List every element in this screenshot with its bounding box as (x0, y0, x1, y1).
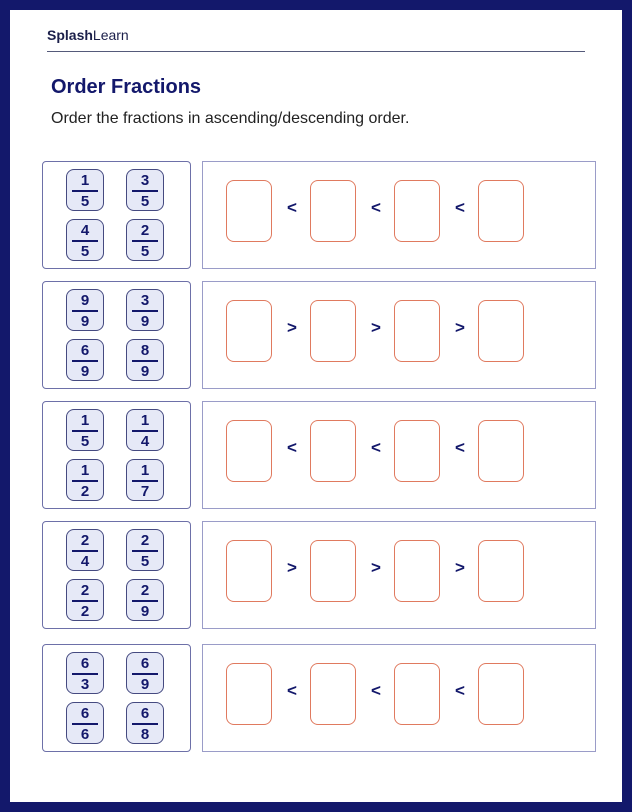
numerator: 6 (80, 655, 90, 672)
fraction-bar (72, 360, 98, 362)
comparison-symbol: > (371, 318, 381, 337)
fraction-tile (66, 579, 104, 621)
answer-box[interactable] (310, 663, 356, 725)
numerator: 6 (80, 342, 90, 359)
numerator: 1 (80, 172, 90, 189)
answer-box[interactable] (478, 420, 524, 482)
denominator: 5 (80, 193, 90, 210)
comparison-symbol: > (455, 318, 465, 337)
comparison-symbol: < (455, 681, 465, 700)
fraction-bar (72, 430, 98, 432)
comparison-symbol: > (371, 558, 381, 577)
numerator: 9 (80, 292, 90, 309)
fraction-bar (72, 673, 98, 675)
logo-bold-text: Splash (47, 27, 93, 43)
answer-box[interactable] (226, 180, 272, 242)
numerator: 2 (140, 582, 150, 599)
comparison-symbol: < (287, 198, 297, 217)
denominator: 9 (140, 363, 150, 380)
comparison-symbol: > (455, 558, 465, 577)
worksheet-page (10, 10, 622, 802)
exercise-row (42, 161, 596, 269)
answer-box[interactable] (310, 180, 356, 242)
denominator: 9 (80, 313, 90, 330)
fraction-bar (132, 550, 158, 552)
fraction-bar (132, 723, 158, 725)
denominator: 2 (80, 483, 90, 500)
numerator: 3 (140, 292, 150, 309)
comparison-symbol: > (287, 318, 297, 337)
fraction-tile (126, 169, 164, 211)
denominator: 3 (80, 676, 90, 693)
comparison-symbol: < (371, 681, 381, 700)
fraction-set (42, 401, 191, 509)
fraction-bar (132, 240, 158, 242)
fraction-bar (132, 360, 158, 362)
fraction-tile (126, 459, 164, 501)
fraction-bar (72, 240, 98, 242)
fraction-bar (132, 190, 158, 192)
exercise-row (42, 281, 596, 389)
logo-light-text: Learn (92, 27, 129, 43)
fraction-tile (66, 409, 104, 451)
splashlearn-logo (47, 27, 129, 43)
fraction-tile (66, 289, 104, 331)
denominator: 5 (140, 553, 150, 570)
fraction-bar (72, 550, 98, 552)
answer-box[interactable] (394, 420, 440, 482)
answer-box[interactable] (394, 180, 440, 242)
comparison-symbol: < (371, 438, 381, 457)
answer-area (202, 281, 596, 389)
fraction-tile (126, 409, 164, 451)
exercise-row (42, 401, 596, 509)
numerator: 1 (140, 412, 150, 429)
answer-box[interactable] (394, 300, 440, 362)
answer-area (202, 521, 596, 629)
page-title: Order Fractions (51, 76, 202, 98)
denominator: 5 (80, 433, 90, 450)
fraction-bar (132, 600, 158, 602)
fraction-bar (132, 310, 158, 312)
answer-box[interactable] (394, 663, 440, 725)
instructions: Order the fractions in ascending/descending order. (51, 110, 410, 127)
comparison-symbol: < (287, 438, 297, 457)
fraction-set (42, 161, 191, 269)
fraction-bar (132, 480, 158, 482)
fraction-tile (126, 579, 164, 621)
fraction-bar (72, 600, 98, 602)
fraction-tile (126, 652, 164, 694)
fraction-tile (126, 289, 164, 331)
answer-area (202, 644, 596, 752)
fraction-tile (66, 652, 104, 694)
numerator: 2 (140, 222, 150, 239)
comparison-symbol: < (455, 438, 465, 457)
denominator: 5 (140, 243, 150, 260)
exercise-row (42, 521, 596, 629)
denominator: 8 (140, 726, 150, 743)
answer-box[interactable] (226, 663, 272, 725)
answer-box[interactable] (394, 540, 440, 602)
fraction-tile (66, 529, 104, 571)
denominator: 9 (140, 676, 150, 693)
numerator: 2 (140, 532, 150, 549)
fraction-tile (66, 339, 104, 381)
fraction-tile (66, 219, 104, 261)
answer-area (202, 401, 596, 509)
comparison-symbol: > (287, 558, 297, 577)
numerator: 1 (80, 462, 90, 479)
fraction-bar (72, 190, 98, 192)
comparison-symbol: < (371, 198, 381, 217)
fraction-tile (126, 529, 164, 571)
numerator: 8 (140, 342, 150, 359)
denominator: 4 (80, 553, 90, 570)
header-divider (47, 51, 585, 52)
comparison-symbol: < (287, 681, 297, 700)
numerator: 2 (80, 582, 90, 599)
numerator: 4 (80, 222, 90, 239)
fraction-set (42, 644, 191, 752)
numerator: 1 (80, 412, 90, 429)
answer-box[interactable] (226, 300, 272, 362)
answer-box[interactable] (226, 540, 272, 602)
fraction-tile (126, 219, 164, 261)
answer-box[interactable] (478, 540, 524, 602)
fraction-tile (126, 702, 164, 744)
fraction-bar (72, 723, 98, 725)
fraction-bar (132, 673, 158, 675)
denominator: 9 (140, 603, 150, 620)
exercise-row (42, 644, 596, 752)
answer-box[interactable] (478, 300, 524, 362)
fraction-tile (126, 339, 164, 381)
answer-box[interactable] (310, 300, 356, 362)
numerator: 1 (140, 462, 150, 479)
numerator: 2 (80, 532, 90, 549)
denominator: 7 (140, 483, 150, 500)
denominator: 2 (80, 603, 90, 620)
denominator: 4 (140, 433, 150, 450)
fraction-bar (132, 430, 158, 432)
fraction-tile (66, 702, 104, 744)
numerator: 3 (140, 172, 150, 189)
numerator: 6 (140, 655, 150, 672)
answer-box[interactable] (226, 420, 272, 482)
fraction-set (42, 521, 191, 629)
fraction-set (42, 281, 191, 389)
answer-box[interactable] (478, 180, 524, 242)
numerator: 6 (140, 705, 150, 722)
fraction-tile (66, 169, 104, 211)
numerator: 6 (80, 705, 90, 722)
answer-area (202, 161, 596, 269)
fraction-tile (66, 459, 104, 501)
denominator: 9 (80, 363, 90, 380)
comparison-symbol: < (455, 198, 465, 217)
denominator: 5 (80, 243, 90, 260)
denominator: 9 (140, 313, 150, 330)
denominator: 6 (80, 726, 90, 743)
answer-box[interactable] (478, 663, 524, 725)
denominator: 5 (140, 193, 150, 210)
fraction-bar (72, 310, 98, 312)
fraction-bar (72, 480, 98, 482)
answer-box[interactable] (310, 540, 356, 602)
answer-box[interactable] (310, 420, 356, 482)
